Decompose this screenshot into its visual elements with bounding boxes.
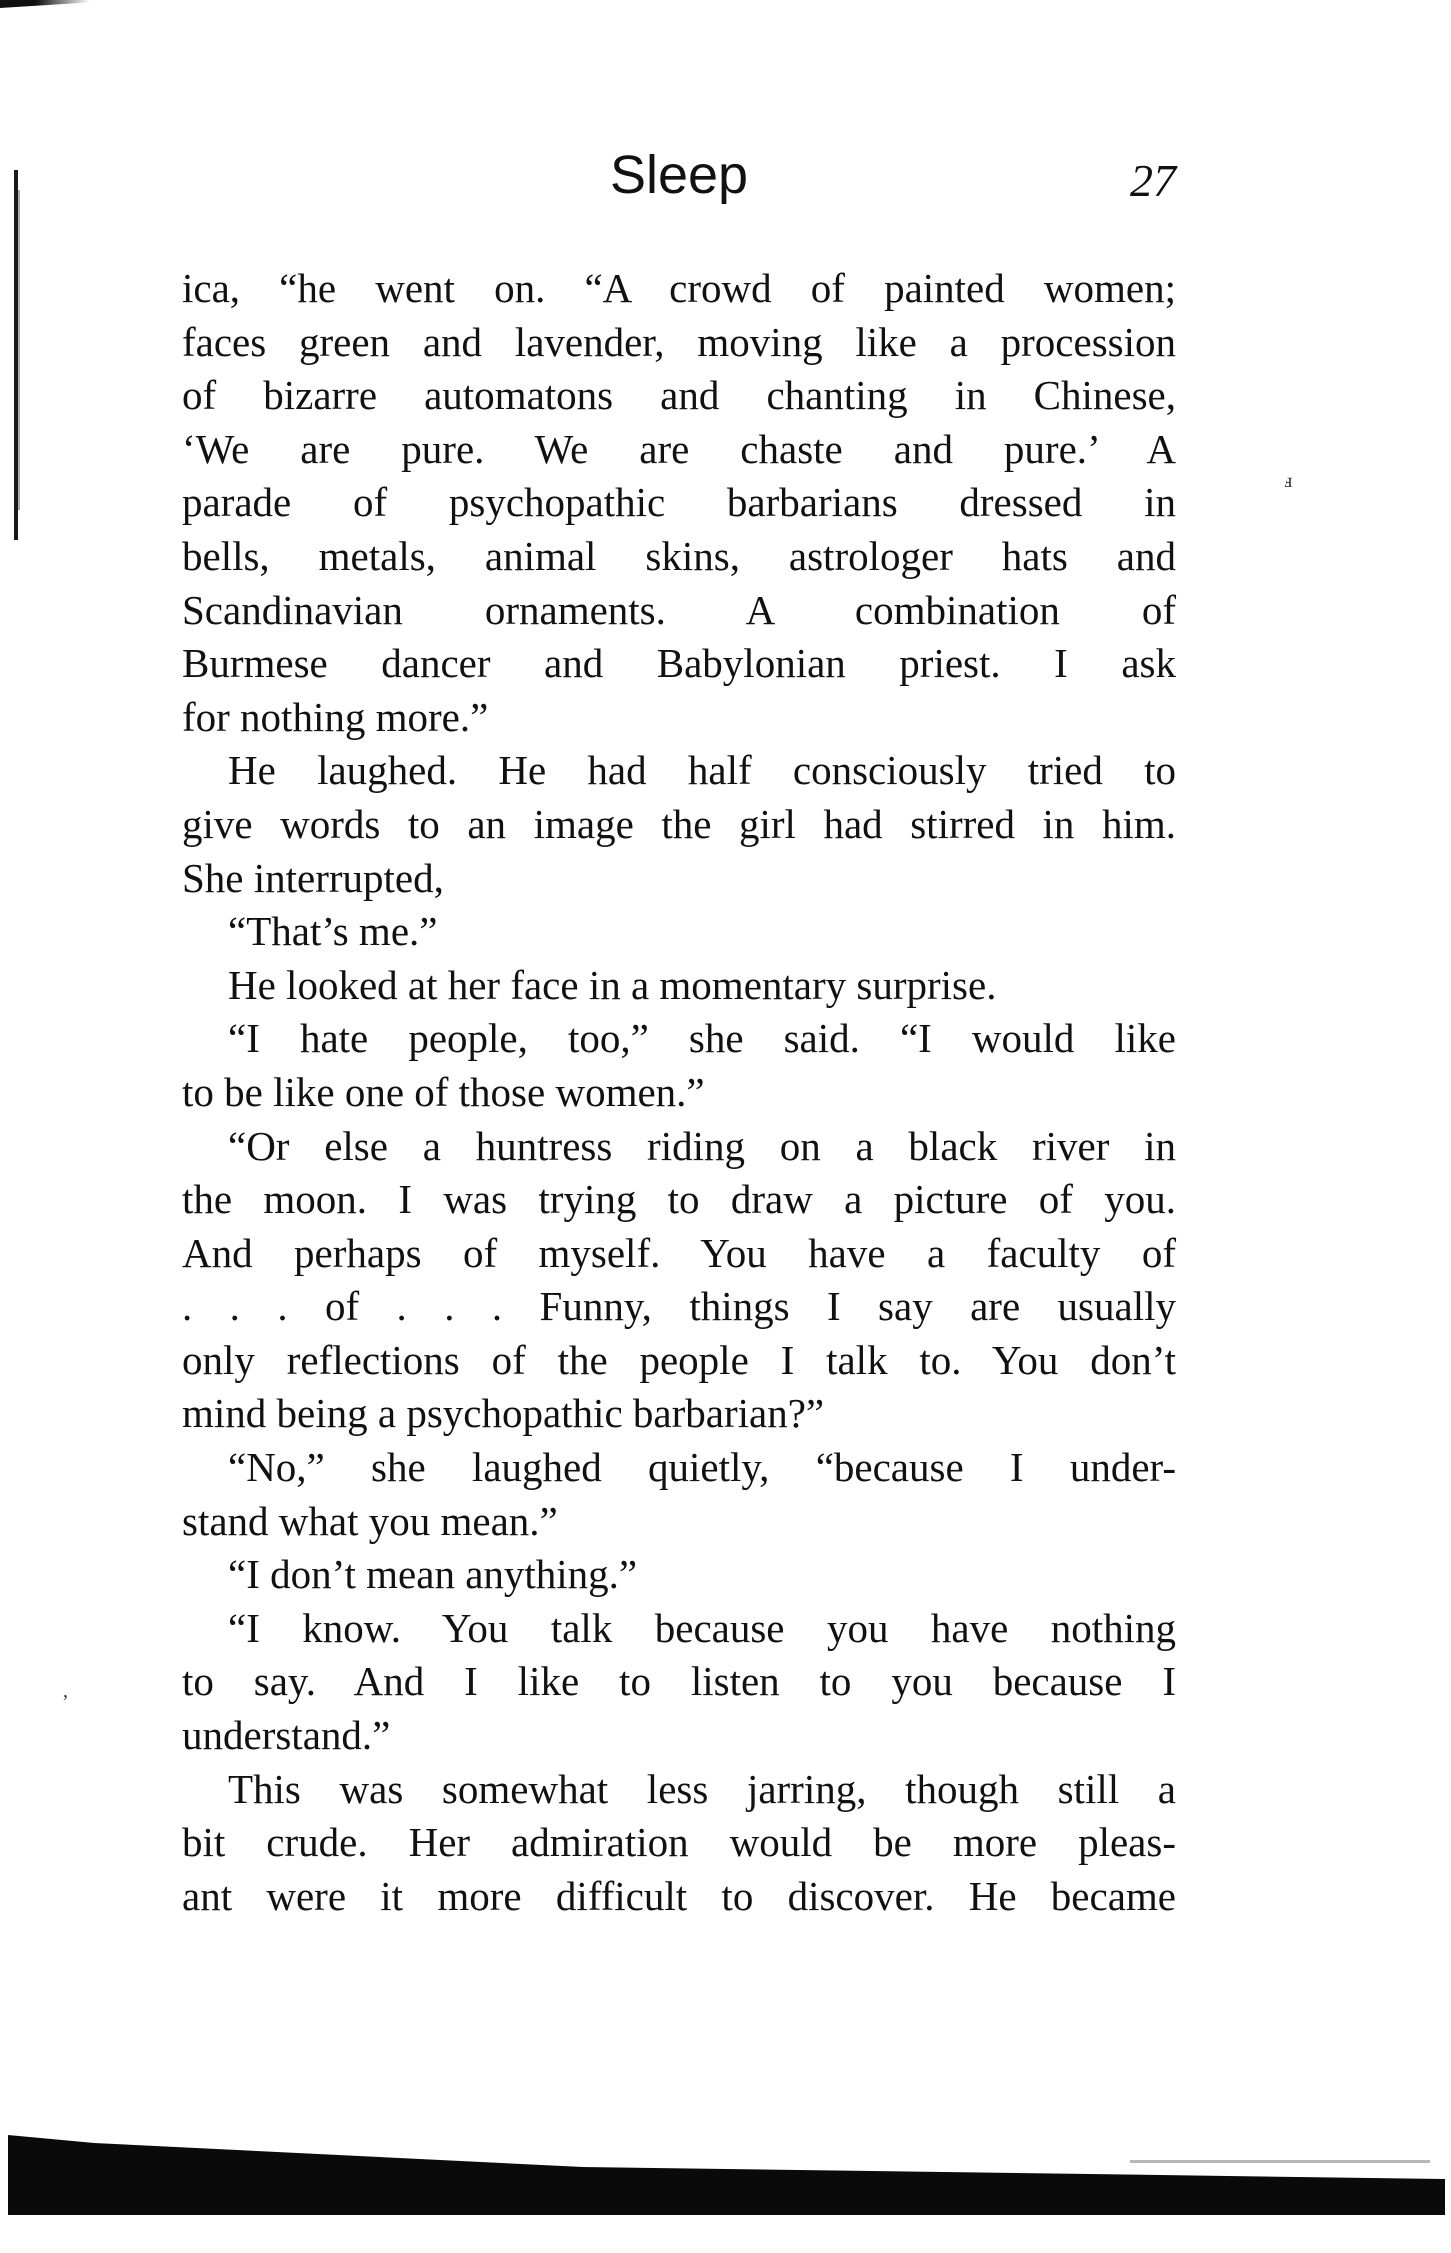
text-line: He looked at her face in a momentary surprise. (228, 961, 997, 1008)
text-line: She interrupted, (182, 854, 444, 901)
margin-mark-left: ‚ (62, 1680, 69, 1702)
text-line: He laughed. He had half consciously tried to (228, 747, 1176, 794)
text-line: mind being a psychopathic barbarian?” (182, 1390, 825, 1437)
text-line: bells, metals, animal skins, astrologer hats and (182, 532, 1176, 579)
text-line: for nothing more.” (182, 693, 489, 740)
text-line: This was somewhat less jarring, though still a (228, 1765, 1176, 1812)
scan-artifact-top (0, 0, 90, 8)
body-text (182, 262, 1176, 1923)
text-line: . . . of . . . Funny, things I say are usually (182, 1283, 1176, 1330)
text-line: “Or else a huntress riding on a black river in (228, 1122, 1176, 1169)
text-line: to say. And I like to listen to you because I (182, 1658, 1176, 1705)
margin-mark-right: ⅎ (1284, 470, 1293, 492)
scan-artifact-streak (1130, 2160, 1430, 2163)
text-line: ica, “he went on. “A crowd of painted women; (182, 265, 1176, 311)
page-number: 27 (1130, 155, 1176, 206)
text-line: of bizarre automatons and chanting in Chinese, (182, 372, 1176, 419)
text-line: give words to an image the girl had stirred in him. (182, 800, 1176, 847)
text-line: And perhaps of myself. You have a faculty of (182, 1229, 1176, 1276)
page-header (182, 140, 1176, 210)
text-line: “I hate people, too,” she said. “I would like (228, 1015, 1176, 1062)
text-line: to be like one of those women.” (182, 1068, 705, 1115)
running-head: Sleep (609, 145, 749, 205)
text-line: “No,” she laughed quietly, “because I under- (228, 1444, 1176, 1491)
text-line: “That’s me.” (228, 908, 438, 955)
text-line: parade of psychopathic barbarians dressed in (182, 479, 1176, 526)
text-line: ‘We are pure. We are chaste and pure.’ A (182, 425, 1176, 472)
text-line: stand what you mean.” (182, 1497, 558, 1544)
text-line: “I know. You talk because you have nothing (228, 1604, 1176, 1651)
text-line: the moon. I was trying to draw a picture of you. (182, 1176, 1176, 1223)
text-line: bit crude. Her admiration would be more pleas- (182, 1819, 1176, 1866)
text-line: understand.” (182, 1712, 391, 1759)
text-line: “I don’t mean anything.” (228, 1551, 638, 1598)
text-line: Burmese dancer and Babylonian priest. I ask (182, 640, 1176, 687)
scan-artifact-bottom (8, 2135, 1445, 2215)
text-line: faces green and lavender, moving like a procession (182, 318, 1176, 365)
text-line: only reflections of the people I talk to. You don’t (182, 1336, 1176, 1383)
text-line: Scandinavian ornaments. A combination of (182, 586, 1176, 633)
text-line: ant were it more difficult to discover. He became (182, 1872, 1176, 1919)
scan-artifact-left-shadow (18, 190, 20, 510)
